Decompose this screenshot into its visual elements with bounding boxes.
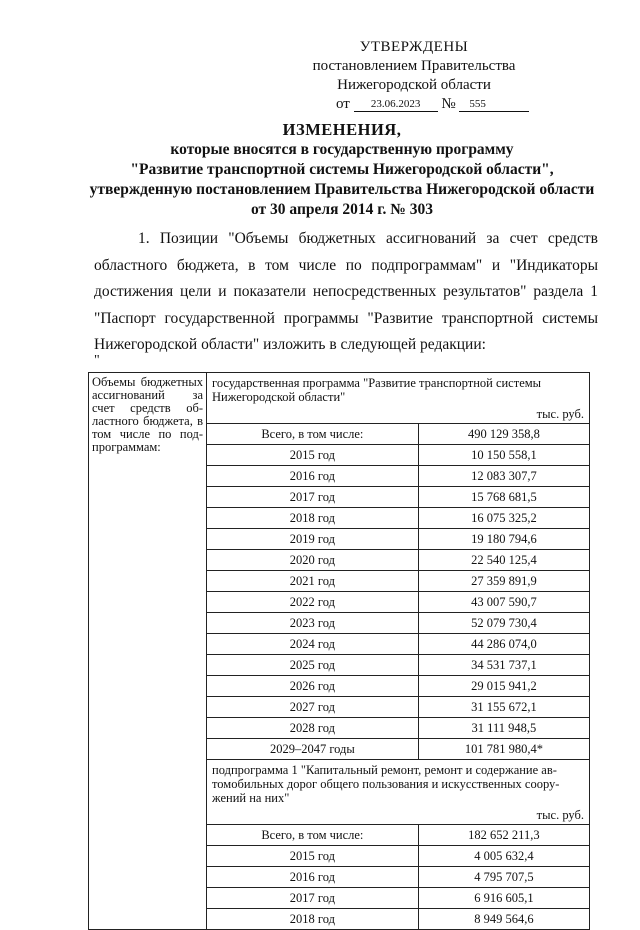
subprogram-value-cell: 8 949 564,6 <box>418 909 589 930</box>
subprogram-year-cell: 2015 год <box>207 846 419 867</box>
program-value-cell: 16 075 325,2 <box>418 508 589 529</box>
program-value-cell: 10 150 558,1 <box>418 445 589 466</box>
program-value-cell: 27 359 891,9 <box>418 571 589 592</box>
subprogram-year-cell: 2018 год <box>207 909 419 930</box>
program-title-cell <box>207 373 590 424</box>
program-total-value: 490 129 358,8 <box>418 424 589 445</box>
document-heading <box>80 120 604 220</box>
subprogram-total-label: Всего, в том числе: <box>207 825 419 846</box>
program-year-cell: 2015 год <box>207 445 419 466</box>
subprogram-total-value: 182 652 211,3 <box>418 825 589 846</box>
program-value-cell: 52 079 730,4 <box>418 613 589 634</box>
program-year-cell: 2025 год <box>207 655 419 676</box>
program-year-cell: 2018 год <box>207 508 419 529</box>
program-year-cell: 2028 год <box>207 718 419 739</box>
program-value-cell: 34 531 737,1 <box>418 655 589 676</box>
approval-line-1: постановлением Правительства <box>312 58 516 74</box>
subprogram-title-cell <box>207 760 590 825</box>
subprogram-value-cell: 4 005 632,4 <box>418 846 589 867</box>
open-quote: " <box>94 353 100 368</box>
subprogram-title: подпрограмма 1 "Капитальный ремонт, ремонт и содержание автомобильных дорог общего пользования и искусственных сооружений на них" <box>212 763 560 805</box>
program-value-cell: 15 768 681,5 <box>418 487 589 508</box>
subprogram-year-cell: 2016 год <box>207 867 419 888</box>
program-value-cell: 22 540 125,4 <box>418 550 589 571</box>
budget-table-body <box>89 373 590 930</box>
approval-date: 23.06.2023 <box>354 98 438 112</box>
program-year-cell: 2023 год <box>207 613 419 634</box>
approval-line-2: Нижегородской области <box>337 77 491 93</box>
body-paragraph: 1. Позиции "Объемы бюджетных ассигнований за счет средств областного бюджета, в том числе по подпрограммам" и "Индикаторы достижения цели и показатели непосредственных результатов" раздела 1 "Паспорт государственной программы "Развитие транспортной системы Нижегородской области" изложить в следующей редакции: <box>94 230 598 353</box>
program-value-cell: 19 180 794,6 <box>418 529 589 550</box>
program-year-cell: 2019 год <box>207 529 419 550</box>
approval-date-line <box>304 95 524 114</box>
heading-line-5: от 30 апреля 2014 г. № 303 <box>251 201 433 218</box>
program-year-cell: 2022 год <box>207 592 419 613</box>
program-year-cell: 2027 год <box>207 697 419 718</box>
subprogram-value-cell: 6 916 605,1 <box>418 888 589 909</box>
program-unit: тыс. руб. <box>536 407 584 421</box>
budget-table <box>88 372 590 930</box>
program-title: государственная программа "Развитие транспортной системы Нижегородской области" <box>212 376 542 404</box>
number-label: № <box>441 96 456 112</box>
budget-left-header: Объемы бюджетных ассигнований за счет средств областного бюджета, в том числе по подпрограммам: <box>89 373 207 930</box>
program-value-cell: 12 083 307,7 <box>418 466 589 487</box>
program-header-row <box>89 373 590 424</box>
program-year-cell: 2024 год <box>207 634 419 655</box>
program-value-cell: 31 111 948,5 <box>418 718 589 739</box>
program-year-cell: 2026 год <box>207 676 419 697</box>
from-label: от <box>336 96 350 112</box>
program-value-cell: 29 015 941,2 <box>418 676 589 697</box>
approval-block <box>304 38 524 114</box>
heading-line-4: утвержденную постановлением Правительства Нижегородской области <box>89 181 595 198</box>
program-value-cell: 101 781 980,4* <box>418 739 589 760</box>
heading-line-2: которые вносятся в государственную программу <box>170 141 514 158</box>
program-year-cell: 2029–2047 годы <box>207 739 419 760</box>
subprogram-unit: тыс. руб. <box>536 808 584 822</box>
program-year-cell: 2017 год <box>207 487 419 508</box>
program-year-cell: 2016 год <box>207 466 419 487</box>
subprogram-value-cell: 4 795 707,5 <box>418 867 589 888</box>
program-total-label: Всего, в том числе: <box>207 424 419 445</box>
subprogram-year-cell: 2017 год <box>207 888 419 909</box>
approval-number: 555 <box>459 98 529 112</box>
program-value-cell: 43 007 590,7 <box>418 592 589 613</box>
heading-line-1: ИЗМЕНЕНИЯ, <box>282 120 402 139</box>
program-year-cell: 2020 год <box>207 550 419 571</box>
program-value-cell: 31 155 672,1 <box>418 697 589 718</box>
heading-line-3: "Развитие транспортной системы Нижегородской области", <box>130 161 554 178</box>
program-value-cell: 44 286 074,0 <box>418 634 589 655</box>
approval-title: УТВЕРЖДЕНЫ <box>359 39 469 55</box>
program-year-cell: 2021 год <box>207 571 419 592</box>
